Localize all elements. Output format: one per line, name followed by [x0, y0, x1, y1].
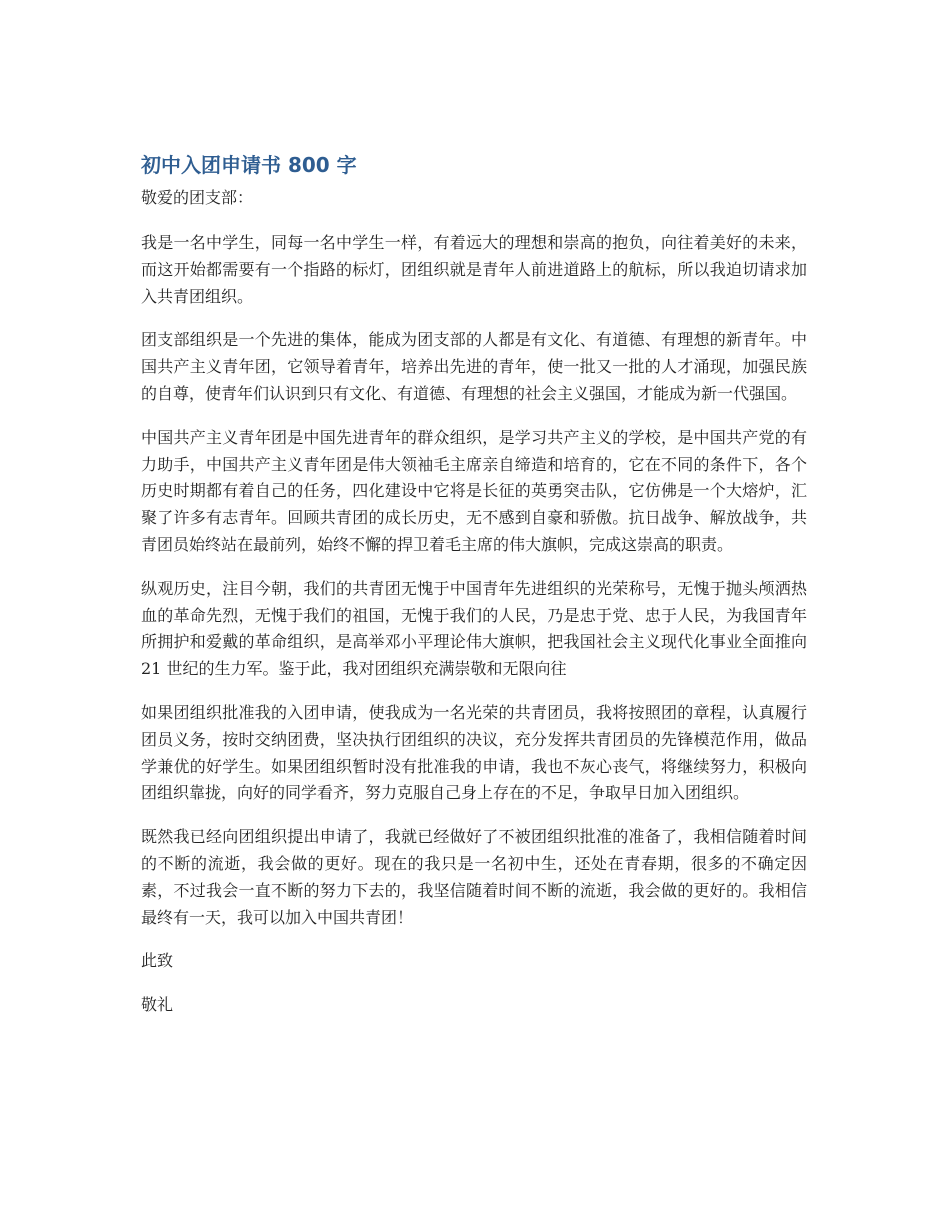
paragraph-4: 纵观历史，注目今朝，我们的共青团无愧于中国青年先进组织的光荣称号，无愧于抛头颅洒热血的革命先烈，无愧于我们的祖国，无愧于我们的人民，乃是忠于党、忠于人民，为我国青年所拥护和爱戴的革命组织，是高举邓小平理论伟大旗帜，把我国社会主义现代化事业全面推向 21 世纪的生力军。鉴于此，我对团组织充满崇敬和无限向往: [141, 578, 807, 679]
paragraph-6: 既然我已经向团组织提出申请了，我就已经做好了不被团组织批准的准备了，我相信随着时间的不断的流逝，我会做的更好。现在的我只是一名初中生，还处在青春期，很多的不确定因素，不过我会一直不断的努力下去的，我坚信随着时间不断的流逝，我会做的更好的。我相信最终有一天，我可以加入中国共青团！: [141, 827, 807, 927]
salutation: 敬爱的团支部：: [141, 188, 254, 207]
paragraph-3: 中国共产主义青年团是中国先进青年的群众组织，是学习共产主义的学校，是中国共产党的有力助手，中国共产主义青年团是伟大领袖毛主席亲自缔造和培育的，它在不同的条件下，各个历史时期都有着自己的任务，四化建设中它将是长征的英勇突击队，它仿佛是一个大熔炉，汇聚了许多有志青年。回顾共青团的成长历史，无不感到自豪和骄傲。抗日战争、解放战争，共青团员始终站在最前列，始终不懈的捍卫着毛主席的伟大旗帜，完成这崇高的职责。: [141, 427, 807, 554]
closing-cizhi: 此致: [141, 951, 174, 971]
closing-jingli: 敬礼: [141, 995, 174, 1015]
paragraph-1: 我是一名中学生，同每一名中学生一样，有着远大的理想和崇高的抱负，向往着美好的未来，而这开始都需要有一个指路的标灯，团组织就是青年人前进道路上的航标，所以我迫切请求加入共青团组织。: [141, 233, 807, 306]
document-page: [141, 150, 807, 1036]
document-title: 初中入团申请书 800 字: [141, 153, 357, 177]
paragraph-5: 如果团组织批准我的入团申请，使我成为一名光荣的共青团员，我将按照团的章程，认真履行团员义务，按时交纳团费，坚决执行团组织的决议，充分发挥共青团员的先锋模范作用，做品学兼优的好学生。如果团组织暂时没有批准我的申请，我也不灰心丧气，将继续努力，积极向团组织靠拢，向好的同学看齐，努力克服自己身上存在的不足，争取早日加入团组织。: [141, 702, 807, 803]
paragraph-2: 团支部组织是一个先进的集体，能成为团支部的人都是有文化、有道德、有理想的新青年。中国共产主义青年团，它领导着青年，培养出先进的青年，使一批又一批的人才涌现，加强民族的自尊，使青年们认识到只有文化、有道德、有理想的社会主义强国，才能成为新一代强国。: [141, 330, 807, 403]
